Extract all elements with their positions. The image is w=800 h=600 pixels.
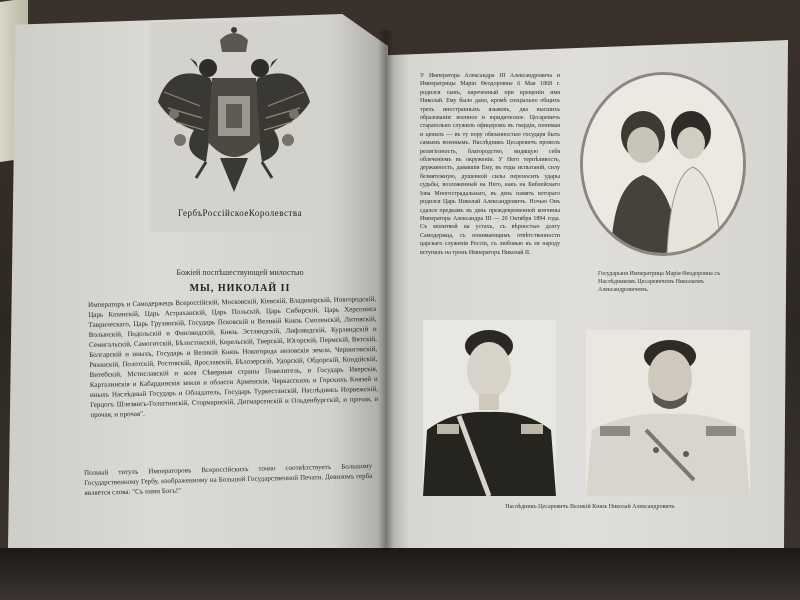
oval-portrait-photo	[580, 72, 746, 256]
tsarevich-adult-portrait	[586, 330, 750, 496]
table-shadow	[0, 548, 800, 600]
emblem-caption: ГербъРоссійскоеКоролевства	[178, 208, 303, 218]
bottom-portraits-caption: Наслѣдникъ Цесаревичъ Великій Князь Николай Александровичъ	[505, 504, 675, 510]
title-heading: МЫ, НИКОЛАЙ II	[189, 283, 291, 294]
double-headed-eagle-icon	[150, 22, 318, 232]
boy-in-uniform-portrait-icon	[423, 320, 556, 496]
oval-portrait-caption: Государыня Императрица Марія Ѳеодоровна съ Наслѣдникомъ Цесаревичемъ Николаемъ Александровичемъ.	[598, 271, 721, 293]
mother-and-child-portrait-icon	[583, 75, 743, 253]
dedication-line: Божіей поспѣшествующей милостью	[176, 268, 304, 277]
imperial-title-text: Императоръ и Самодержецъ Всероссійскій, Московскій, Кіевскій, Владимірскій, Новгородскій, Царь Казанскій, Царь Астраханскій, Царь Польскій, Царь Сибирскій, Царь Херсониса Таврическаго, Царь Грузинскій, Государь Псковскій и Великій Князь Смоленскій, Литовскій, Волынскій, Подольскій и Финляндскій, Князь Эстляндскій, Лифляндскій, Курляндскій и Семигальскій, Самогитскій, Бѣлостокскій, Корельскій, Тверскій, Югорскій, Пермскій, Вятскій, Болгарскій и иныхъ, Государь и Великій Князь Новагорода низовскія земли, Черниговскій, Рязанскій, Полотскій, Ростовскій, Ярославскій, Бѣлозерскій, Удорскій, Обдорскій, Кондійскій, Витебскій, Мстиславскій и всея Сѣверныя страны Повелитель, и Государь Иверскія, Карталинскія и Кабардинскія земли и области Арменскія, Черкасскихъ и Горскихъ Князей и иныхъ Наслѣдный Государь и Обладатель, Государь Туркестанскій, Наслѣдникъ Норвежскій, Герцогъ Шлезвигъ-Голштинскій, Стормарнскій, Дитмарсенскій и Ольденбургскій, и прочая, и прочая, и прочая".	[88, 294, 379, 419]
coat-of-arms-illustration	[150, 22, 318, 232]
man-in-uniform-portrait-icon	[586, 330, 750, 496]
biography-text: У Императора Александра III Александровича и Императрицы Маріи Ѳеодоровны 6 Мая 1868 г. родился сынъ, нареченный при крещеніи имя Николай. Ему было дано, кромѣ спеціально общихъ трехъ иностранныхъ языковъ, два высшихъ образованія: военное и юридическое. Цесаревичъ старательно служилъ офицеромъ въ гвардіи, понимая и ценилъ — въ ту пору обязанностью государя быть самымъ военнымъ. Наслѣдникъ Цесаревичъ провелъ религіозность, благородство, видящую себя облеченіемъ въ окруженіи. У Него терпѣливость, державность, дававшія Ему, въ годы испытаній, силу безмятежную, душевной силы переносить удары судьбы, возложенный на Него, какъ на Библейскаго Іова Многострадальнаго, въ день память котораго родился Царь Николай Александровичъ. Ночью Онъ сдался предкамъ въ день преждевременной кончины Императора Александра III — 20 Октября 1894 года. Съ молитвой на устахъ, съ вѣрностью долгу Самодержца, съ понимающимъ отвѣтственности царскаго служенія Россіи, съ любовью къ ея народу вступилъ на тронъ Императоръ Николай II.	[420, 73, 560, 256]
book-gutter	[378, 30, 394, 550]
title-note-paragraph: Полный титулъ Императоровъ Всероссійскихъ точно соотвѣтствуетъ Большому Государственному Гербу, изображенному на Большой Государственной Печати. Девизомъ герба является слова: "Съ нами Богъ!"	[84, 461, 373, 497]
young-tsarevich-portrait	[423, 320, 556, 496]
